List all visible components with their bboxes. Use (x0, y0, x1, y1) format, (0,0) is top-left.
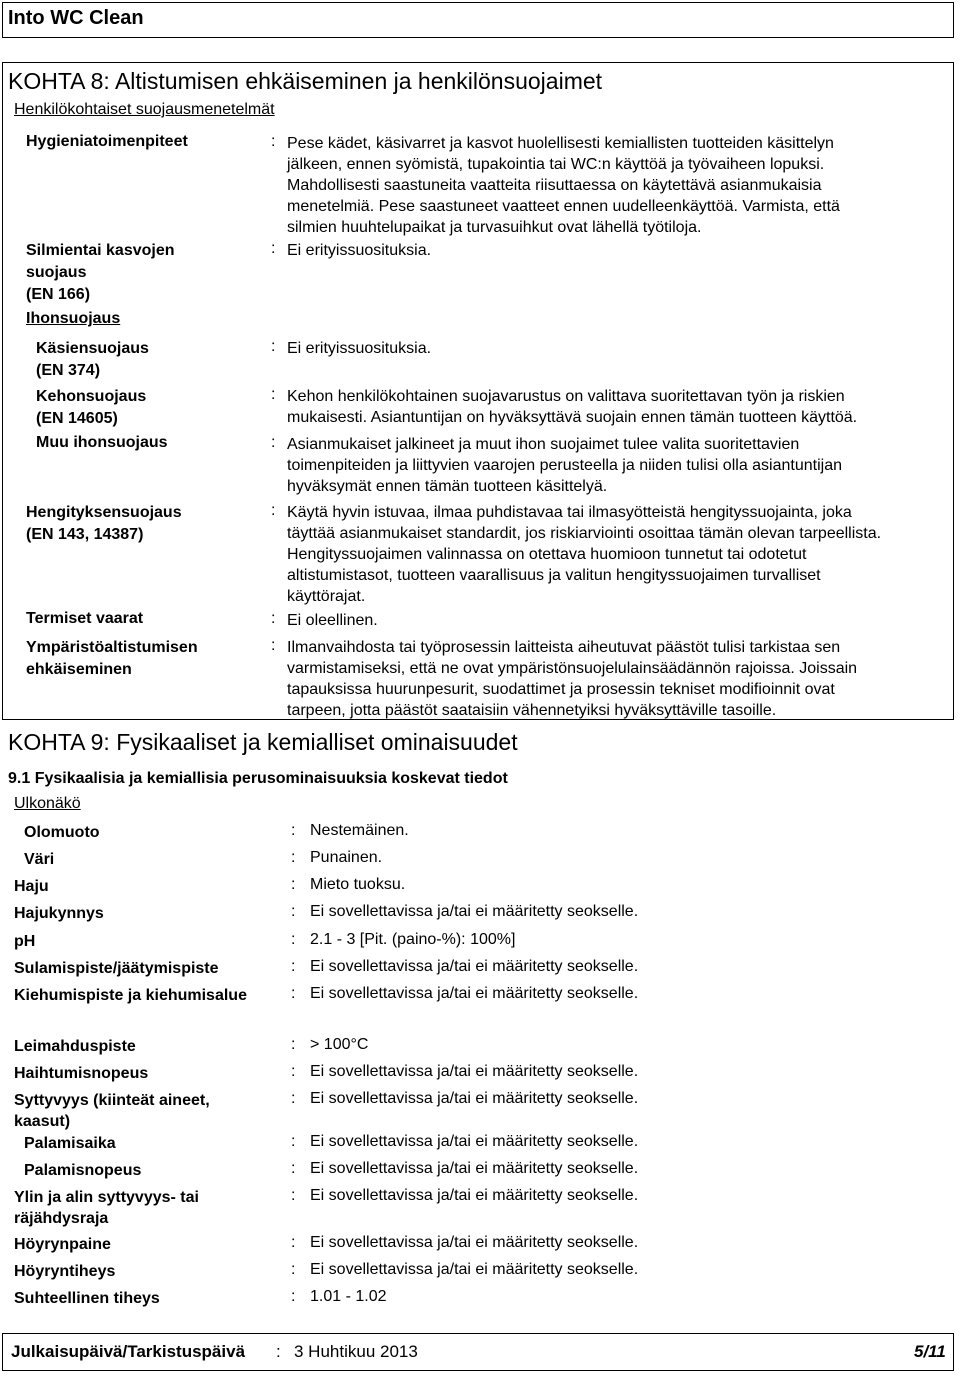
label-line: Väri (24, 851, 55, 868)
colon: : (291, 1090, 296, 1107)
section-9-subtitle: 9.1 Fysikaalisia ja kemiallisia perusominaisuuksia koskevat tiedot (8, 770, 508, 787)
label-line: Haju (14, 878, 49, 895)
text-line: altistumistasot, tuotteen vaarallisuus ja valitun hengityssuojaimen turvalliset (287, 567, 821, 584)
property-label (14, 1090, 210, 1132)
section-8-subtitle: Henkilökohtaiset suojausmenetelmät (14, 101, 275, 118)
environmental-exposure-value (287, 637, 857, 721)
colon: : (271, 240, 276, 257)
label-line: Syttyvyys (kiinteät aineet, (14, 1092, 210, 1109)
colon: : (291, 1133, 296, 1150)
label-line: Kiehumispiste ja kiehumisalue (14, 987, 247, 1004)
text-line: jälkeen, ennen syömistä, tupakointia tai WC:n käyttöä ja työvaiheen lopuksi. (287, 156, 825, 173)
property-label (24, 822, 100, 843)
appearance-heading: Ulkonäkö (14, 795, 81, 812)
label-line: (EN 374) (36, 362, 101, 379)
label-line: (EN 14605) (36, 410, 118, 427)
colon: : (271, 637, 276, 654)
text-line: menetelmiä. Pese saastuneet vaatteet ennen uudelleenkäyttöä. Varmista, että (287, 198, 840, 215)
property-label (14, 931, 35, 952)
property-label (14, 1234, 111, 1255)
text-line: Pese kädet, käsivarret ja kasvot huolellisesti kemiallisten tuotteiden käsittelyn (287, 135, 834, 152)
label-line: (EN 166) (26, 286, 91, 303)
section-8-title: KOHTA 8: Altistumisen ehkäiseminen ja henkilönsuojaimet (8, 68, 603, 94)
label-line: Palamisaika (24, 1135, 116, 1152)
property-value: Ei sovellettavissa ja/tai ei määritetty seokselle. (310, 958, 639, 975)
label-line: ehkäiseminen (26, 661, 132, 678)
colon: : (291, 903, 296, 920)
label-line: Leimahduspiste (14, 1038, 136, 1055)
other-skin-protection-label: Muu ihonsuojaus (36, 434, 168, 451)
label-line: kaasut) (14, 1113, 71, 1130)
label-line: Hajukynnys (14, 905, 104, 922)
environmental-exposure-label (26, 637, 198, 681)
property-value: Mieto tuoksu. (310, 876, 406, 893)
property-label (14, 985, 247, 1006)
label-line: Kehonsuojaus (36, 388, 147, 405)
eye-protection-label (26, 240, 175, 306)
property-label (14, 958, 219, 979)
label-line: Käsiensuojaus (36, 340, 149, 357)
footer-date-value: 3 Huhtikuu 2013 (294, 1342, 418, 1361)
property-value: Ei sovellettavissa ja/tai ei määritetty seokselle. (310, 903, 639, 920)
thermal-hazards-value: Ei oleellinen. (287, 612, 378, 629)
label-line: Suhteellinen tiheys (14, 1290, 160, 1307)
property-value: Nestemäinen. (310, 822, 409, 839)
property-value: Ei sovellettavissa ja/tai ei määritetty seokselle. (310, 1063, 639, 1080)
property-label (24, 1160, 141, 1181)
label-line: suojaus (26, 264, 87, 281)
label-line: Palamisnopeus (24, 1162, 142, 1179)
property-value: 1.01 - 1.02 (310, 1288, 387, 1305)
hand-protection-label (36, 338, 149, 382)
eye-protection-value: Ei erityissuosituksia. (287, 242, 432, 259)
colon: : (291, 958, 296, 975)
body-protection-value (287, 386, 857, 428)
label-line: Haihtumisnopeus (14, 1065, 149, 1082)
colon: : (291, 849, 296, 866)
colon: : (291, 1036, 296, 1053)
section-9-title: KOHTA 9: Fysikaaliset ja kemialliset ominaisuudet (8, 729, 518, 755)
colon: : (276, 1342, 281, 1361)
property-value: Ei sovellettavissa ja/tai ei määritetty seokselle. (310, 1160, 639, 1177)
label-line: (EN 143, 14387) (26, 526, 144, 543)
document-header (2, 2, 954, 38)
label-line: Höyrynpaine (14, 1236, 111, 1253)
text-line: tapauksissa huurunpesurit, suodattimet ja prosessin tekniset modifioinnit ovat (287, 681, 835, 698)
text-line: silmien huuhtelupaikat ja turvasuihkut ovat lähellä työtiloja. (287, 219, 702, 236)
text-line: Käytä hyvin istuvaa, ilmaa puhdistavaa tai ilmasyötteistä hengityssuojainta, joka (287, 504, 852, 521)
property-value: Ei sovellettavissa ja/tai ei määritetty seokselle. (310, 1133, 639, 1150)
colon: : (271, 610, 276, 627)
colon: : (271, 338, 276, 355)
colon: : (271, 133, 276, 150)
hygiene-label: Hygieniatoimenpiteet (26, 133, 188, 150)
label-line: Ylin ja alin syttyvyys- tai (14, 1189, 199, 1206)
property-label (24, 1133, 116, 1154)
property-value: Ei sovellettavissa ja/tai ei määritetty seokselle. (310, 1261, 639, 1278)
label-line: pH (14, 933, 36, 950)
other-skin-protection-value (287, 434, 842, 497)
property-label (14, 1261, 115, 1282)
text-line: Asianmukaiset jalkineet ja muut ihon suojaimet tulee valita suoritettavien (287, 436, 800, 453)
colon: : (291, 1288, 296, 1305)
property-value: Ei sovellettavissa ja/tai ei määritetty seokselle. (310, 1090, 639, 1107)
property-value: Ei sovellettavissa ja/tai ei määritetty seokselle. (310, 1234, 639, 1251)
text-line: varmistamiseksi, että ne ovat ympäristönsuojelulainsäädännön rajoissa. Joissain (287, 660, 858, 677)
colon: : (291, 1063, 296, 1080)
footer-date-label: Julkaisupäivä/Tarkistuspäivä (11, 1342, 246, 1361)
text-line: Mahdollisesti saastuneita vaatteita riisuttaessa on käytettävä asianmukaisia (287, 177, 822, 194)
label-line: Silmientai kasvojen (26, 242, 175, 259)
property-label (24, 849, 54, 870)
property-label (14, 1288, 160, 1309)
property-label (14, 1036, 136, 1057)
text-line: Ilmanvaihdosta tai työprosessin laitteista aiheutuvat päästöt tulisi tarkistaa sen (287, 639, 841, 656)
text-line: mukaisesti. Asiantuntijan on hyväksyttävä suojain ennen tämän tuotteen käyttöä. (287, 409, 858, 426)
colon: : (271, 386, 276, 403)
property-value: Ei sovellettavissa ja/tai ei määritetty seokselle. (310, 985, 639, 1002)
property-label (14, 1063, 148, 1084)
property-label (14, 903, 104, 924)
property-value: Ei sovellettavissa ja/tai ei määritetty seokselle. (310, 1187, 639, 1204)
text-line: Kehon henkilökohtainen suojavarustus on valittava suoritettavan työn ja riskien (287, 388, 845, 405)
colon: : (291, 1261, 296, 1278)
text-line: käyttörajat. (287, 588, 366, 605)
colon: : (291, 931, 296, 948)
label-line: Olomuoto (24, 824, 100, 841)
property-label (14, 876, 49, 897)
skin-protection-label: Ihonsuojaus (26, 310, 121, 327)
property-value: 2.1 - 3 [Pit. (paino-%): 100%] (310, 931, 516, 948)
colon: : (291, 985, 296, 1002)
text-line: hyväksymät ennen tämän tuotteen käsittelyä. (287, 478, 608, 495)
respiratory-protection-value (287, 502, 881, 607)
label-line: Höyryntiheys (14, 1263, 116, 1280)
label-line: Sulamispiste/jäätymispiste (14, 960, 219, 977)
colon: : (291, 1160, 296, 1177)
label-line: Ympäristöaltistumisen (26, 639, 198, 656)
body-protection-label (36, 386, 146, 430)
colon: : (271, 434, 276, 451)
property-value: > 100°C (310, 1036, 369, 1053)
property-value: Punainen. (310, 849, 383, 866)
colon: : (291, 822, 296, 839)
text-line: toimenpiteiden ja liittyvien vaarojen perusteella ja niiden tulisi olla asiantuntijan (287, 457, 842, 474)
colon: : (291, 1187, 296, 1204)
thermal-hazards-label: Termiset vaarat (26, 610, 144, 627)
property-label (14, 1187, 199, 1229)
respiratory-protection-label (26, 502, 182, 546)
label-line: Hengityksensuojaus (26, 504, 182, 521)
page-number: 5/11 (914, 1342, 946, 1361)
colon: : (291, 1234, 296, 1251)
hand-protection-value: Ei erityissuosituksia. (287, 340, 432, 357)
document-title: Into WC Clean (8, 7, 144, 29)
hygiene-value (287, 133, 840, 238)
text-line: täyttää asianmukaiset standardit, jos riskiarviointi osoittaa tämän olevan tarpeellista. (287, 525, 882, 542)
text-line: Hengityssuojaimen valinnassa on otettava huomioon tunnetut tai odotetut (287, 546, 807, 563)
label-line: räjähdysraja (14, 1210, 109, 1227)
colon: : (271, 502, 276, 519)
colon: : (291, 876, 296, 893)
text-line: tarpeen, jotta päästöt saataisiin vähennetyiksi hyväksyttäville tasoille. (287, 702, 777, 719)
